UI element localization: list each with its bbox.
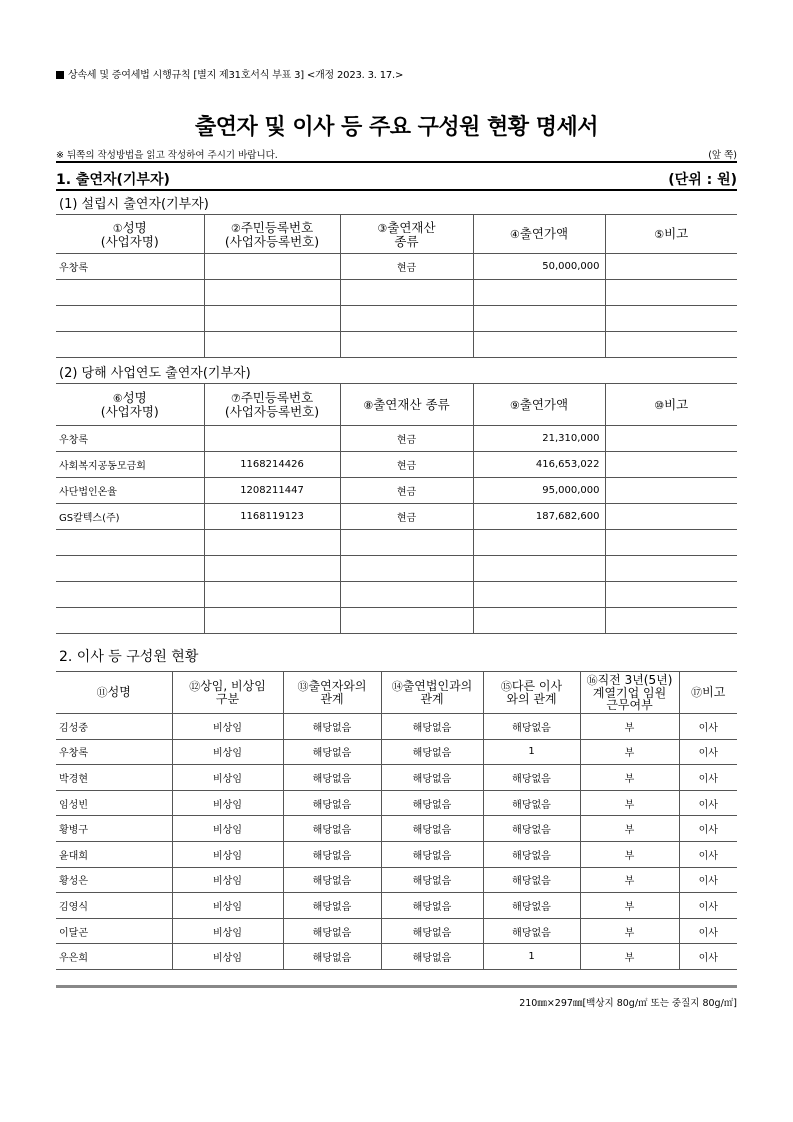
column-sublabel: 와의 관계: [506, 692, 557, 706]
table-cell: 해당없음: [381, 867, 483, 893]
table-cell: [204, 608, 340, 634]
sub2-title: (2) 당해 사업연도 출연자(기부자): [59, 366, 251, 381]
table-cell: [473, 530, 605, 556]
table-cell: [605, 608, 737, 634]
table-cell: [473, 332, 605, 358]
table-cell: [605, 530, 737, 556]
column-header-line: [683, 686, 735, 699]
table-cell: 187,682,600: [473, 504, 605, 530]
table-header-row: [56, 672, 737, 714]
column-header: [172, 672, 283, 714]
column-label: 상임, 비상임: [200, 679, 266, 693]
table-cell: 사회복지공동모금회: [56, 452, 204, 478]
table-cell: 부: [580, 841, 679, 867]
table-row: [56, 426, 737, 452]
table-row: [56, 306, 737, 332]
table-cell: 해당없음: [381, 790, 483, 816]
table-cell: 416,653,022: [473, 452, 605, 478]
table-cell: 비상임: [172, 841, 283, 867]
table-cell: [56, 582, 204, 608]
column-header: [473, 384, 605, 426]
table-cell: 현금: [340, 254, 473, 280]
column-number: ⑭: [391, 680, 403, 693]
table-cell: 부: [580, 893, 679, 919]
table-cell: 해당없음: [483, 790, 580, 816]
column-number: ⑰: [691, 686, 703, 699]
table-cell: [340, 608, 473, 634]
sub1-title: (1) 설립시 출연자(기부자): [59, 197, 209, 212]
table-cell: 해당없음: [381, 944, 483, 970]
table-cell: [340, 332, 473, 358]
column-label: 출연재산: [387, 219, 436, 235]
column-number: ⑪: [96, 686, 108, 699]
table-cell: 비상임: [172, 790, 283, 816]
table-cell: 해당없음: [283, 867, 381, 893]
instruction-row: [56, 147, 737, 161]
table-cell: [340, 530, 473, 556]
table-cell: 현금: [340, 426, 473, 452]
table-row: [56, 816, 737, 842]
table-cell: [605, 426, 737, 452]
column-sublabel: 구분: [215, 692, 240, 706]
column-label: 성명: [122, 219, 147, 235]
column-sublabel: (사업자등록번호): [224, 233, 320, 249]
table-cell: [605, 332, 737, 358]
table-cell: 비상임: [172, 944, 283, 970]
table-cell: [56, 306, 204, 332]
column-sublabel: 종류: [394, 233, 419, 249]
table-cell: [605, 254, 737, 280]
section2-title: 2. 이사 등 구성원 현황: [59, 649, 199, 665]
table-cell: 해당없음: [381, 739, 483, 765]
column-number: ⑫: [189, 680, 201, 693]
table-cell: 김성중: [56, 714, 172, 740]
table-cell: 해당없음: [381, 841, 483, 867]
table-cell: [473, 306, 605, 332]
table-cell: [473, 608, 605, 634]
table-row: [56, 504, 737, 530]
table-cell: 해당없음: [381, 714, 483, 740]
board-members-table: [56, 671, 737, 970]
table-cell: 해당없음: [483, 867, 580, 893]
table-cell: 부: [580, 714, 679, 740]
table-cell: [340, 306, 473, 332]
table-cell: 이사: [679, 841, 737, 867]
table-cell: [56, 280, 204, 306]
table-cell: 해당없음: [283, 893, 381, 919]
table-row: [56, 582, 737, 608]
table-cell: [204, 530, 340, 556]
table-row: [56, 714, 737, 740]
column-sublabel: (사업자등록번호): [224, 404, 320, 419]
table-cell: 부: [580, 944, 679, 970]
column-number: ⑦: [230, 392, 241, 405]
column-header: [605, 215, 737, 254]
table-cell: 해당없음: [483, 893, 580, 919]
table-cell: [605, 556, 737, 582]
table-cell: [56, 556, 204, 582]
table-cell: 21,310,000: [473, 426, 605, 452]
table-cell: 임성빈: [56, 790, 172, 816]
column-number: ⑤: [654, 228, 665, 241]
table-row: [56, 867, 737, 893]
table-cell: 해당없음: [381, 918, 483, 944]
column-label: 다른 이사: [511, 679, 563, 693]
table-cell: [204, 426, 340, 452]
table-cell: [605, 452, 737, 478]
table-cell: 우창록: [56, 254, 204, 280]
table-cell: 해당없음: [483, 714, 580, 740]
column-number: ②: [230, 221, 241, 235]
table-cell: 사단법인온율: [56, 478, 204, 504]
table-cell: 해당없음: [381, 765, 483, 791]
table-header-row: [56, 384, 737, 426]
column-header-line: [344, 221, 470, 235]
table-cell: 현금: [340, 452, 473, 478]
instruction-text: ※ 뒤쪽의 작성방법을 읽고 작성하여 주시기 바랍니다.: [56, 150, 278, 161]
column-header: [283, 672, 381, 714]
column-header: [580, 672, 679, 714]
column-label: 주민등록번호: [240, 390, 314, 405]
table-cell: 해당없음: [483, 841, 580, 867]
table-row: [56, 918, 737, 944]
column-label: 출연재산 종류: [373, 396, 450, 412]
header-note-text: 상속세 및 증여세법 시행규칙 [별지 제31호서식 부표 3] <개정 2023. 3. 17.>: [68, 70, 404, 81]
table-cell: 이사: [679, 944, 737, 970]
column-header: [56, 672, 172, 714]
column-number: ⑩: [654, 398, 665, 412]
table-cell: 이사: [679, 739, 737, 765]
column-number: ①: [112, 221, 123, 235]
table-cell: 해당없음: [483, 918, 580, 944]
table-row: [56, 478, 737, 504]
table-cell: [473, 582, 605, 608]
column-label: 직전 3년(5년): [597, 673, 673, 687]
table-cell: GS칼텍스(주): [56, 504, 204, 530]
table-cell: 해당없음: [283, 944, 381, 970]
column-header-line: [59, 686, 169, 699]
table-cell: 이사: [679, 816, 737, 842]
table-cell: 이사: [679, 918, 737, 944]
column-sublabel: 계열기업 임원: [592, 686, 667, 700]
table-cell: 해당없음: [283, 918, 381, 944]
table-cell: 부: [580, 867, 679, 893]
table-row: [56, 765, 737, 791]
column-number: ⑯: [586, 674, 598, 687]
table-row: [56, 530, 737, 556]
section1-rule: [56, 189, 737, 191]
column-sublabel: 관계: [420, 692, 444, 706]
column-header: [204, 215, 340, 254]
table-cell: [473, 280, 605, 306]
table-cell: 비상임: [172, 816, 283, 842]
table-cell: 1: [483, 739, 580, 765]
table-cell: 이달곤: [56, 918, 172, 944]
table-cell: 50,000,000: [473, 254, 605, 280]
column-header-line: [609, 227, 735, 241]
column-label: 출연자와의: [308, 679, 367, 693]
table-cell: 황병구: [56, 816, 172, 842]
table-cell: 1168214426: [204, 452, 340, 478]
table-cell: 부: [580, 918, 679, 944]
column-header-line: [208, 391, 337, 405]
table-cell: 1: [483, 944, 580, 970]
table-cell: 비상임: [172, 765, 283, 791]
top-rule: [56, 161, 737, 163]
table-row: [56, 280, 737, 306]
column-header-line: [344, 398, 470, 412]
column-label: 출연가액: [519, 226, 569, 241]
table-cell: 우은희: [56, 944, 172, 970]
table-cell: 김영식: [56, 893, 172, 919]
table-row: [56, 790, 737, 816]
table-cell: 해당없음: [283, 841, 381, 867]
column-header-line: [609, 398, 735, 412]
column-header-line: [59, 391, 201, 405]
column-label: 비고: [664, 226, 689, 241]
table-cell: [56, 530, 204, 556]
table-cell: 해당없음: [283, 765, 381, 791]
table-row: [56, 739, 737, 765]
table-cell: 해당없음: [381, 816, 483, 842]
table-cell: 현금: [340, 478, 473, 504]
table-cell: [204, 280, 340, 306]
table-cell: 비상임: [172, 714, 283, 740]
column-label: 출연가액: [519, 396, 569, 412]
table-cell: [204, 556, 340, 582]
table-cell: 이사: [679, 790, 737, 816]
table-cell: [605, 582, 737, 608]
table-row: [56, 893, 737, 919]
square-bullet-icon: [56, 71, 64, 79]
table-cell: 윤대희: [56, 841, 172, 867]
table-cell: [605, 478, 737, 504]
column-header: [340, 384, 473, 426]
section1-heading: [56, 169, 737, 189]
table-cell: 우창록: [56, 426, 204, 452]
column-header: [605, 384, 737, 426]
table-cell: [204, 332, 340, 358]
column-header: [483, 672, 580, 714]
table-cell: [605, 280, 737, 306]
table-row: [56, 254, 737, 280]
column-label: 성명: [107, 685, 131, 699]
column-header-line: [477, 398, 602, 412]
column-number: ⑮: [500, 680, 512, 693]
column-label: 성명: [122, 390, 147, 405]
table-cell: 95,000,000: [473, 478, 605, 504]
table-cell: 해당없음: [283, 816, 381, 842]
table-cell: 해당없음: [283, 790, 381, 816]
founding-donors-table: [56, 214, 737, 358]
column-number: ⑧: [363, 398, 374, 412]
table-cell: 해당없음: [381, 893, 483, 919]
column-number: ③: [377, 221, 388, 235]
table-cell: [340, 556, 473, 582]
table-cell: 비상임: [172, 739, 283, 765]
table-row: [56, 841, 737, 867]
table-cell: 1208211447: [204, 478, 340, 504]
column-header: [473, 215, 605, 254]
column-header: [340, 215, 473, 254]
table-row: [56, 608, 737, 634]
table-cell: [340, 280, 473, 306]
table-cell: [340, 582, 473, 608]
column-header-line: [208, 221, 337, 235]
table-cell: 비상임: [172, 893, 283, 919]
column-header: [56, 384, 204, 426]
table-cell: [605, 504, 737, 530]
table-cell: [204, 254, 340, 280]
column-header: [679, 672, 737, 714]
column-header: [56, 215, 204, 254]
table-cell: [56, 332, 204, 358]
table-cell: 부: [580, 765, 679, 791]
column-number: ⑥: [112, 392, 123, 405]
table-cell: [56, 608, 204, 634]
table-cell: [605, 306, 737, 332]
table-cell: 해당없음: [483, 765, 580, 791]
table-cell: 해당없음: [283, 739, 381, 765]
table-row: [56, 332, 737, 358]
table-cell: 이사: [679, 765, 737, 791]
table-cell: 1168119123: [204, 504, 340, 530]
table-cell: 비상임: [172, 867, 283, 893]
table-cell: 우창록: [56, 739, 172, 765]
table-cell: 이사: [679, 893, 737, 919]
table-cell: [204, 582, 340, 608]
column-label: 주민등록번호: [240, 219, 314, 235]
table-cell: 부: [580, 816, 679, 842]
table-cell: 부: [580, 739, 679, 765]
bottom-rule: [56, 985, 737, 988]
column-header-line: [59, 221, 201, 235]
page-side-label: (앞 쪽): [708, 150, 737, 161]
table-cell: 비상임: [172, 918, 283, 944]
column-sublabel: 근무여부: [606, 698, 653, 712]
column-number: ④: [509, 228, 520, 241]
table-cell: 해당없음: [483, 816, 580, 842]
section1-title: 1. 출연자(기부자): [56, 172, 170, 188]
table-row: [56, 556, 737, 582]
column-number: ⑬: [297, 680, 309, 693]
column-sublabel: (사업자명): [100, 233, 159, 249]
table-cell: 현금: [340, 504, 473, 530]
column-label: 비고: [664, 396, 689, 412]
current-year-donors-table: [56, 383, 737, 634]
column-sublabel: 관계: [320, 692, 344, 706]
table-cell: 해당없음: [283, 714, 381, 740]
column-label: 비고: [702, 685, 726, 699]
table-row: [56, 944, 737, 970]
column-header-line: [477, 227, 602, 241]
column-sublabel: (사업자명): [100, 404, 159, 419]
table-cell: 부: [580, 790, 679, 816]
paper-spec: 210㎜×297㎜[백상지 80g/㎡ 또는 중질지 80g/㎡]: [519, 998, 737, 1009]
table-cell: [473, 556, 605, 582]
table-cell: 황성은: [56, 867, 172, 893]
column-number: ⑨: [509, 398, 520, 412]
column-header: [381, 672, 483, 714]
table-cell: [204, 306, 340, 332]
header-note: [56, 66, 403, 81]
table-cell: 이사: [679, 867, 737, 893]
table-header-row: [56, 215, 737, 254]
table-cell: 박경현: [56, 765, 172, 791]
column-label: 출연법인과의: [402, 679, 473, 693]
table-cell: 이사: [679, 714, 737, 740]
table-row: [56, 452, 737, 478]
unit-label: (단위 : 원): [668, 172, 737, 188]
column-header: [204, 384, 340, 426]
page-title: 출연자 및 이사 등 주요 구성원 현황 명세서: [195, 115, 598, 140]
